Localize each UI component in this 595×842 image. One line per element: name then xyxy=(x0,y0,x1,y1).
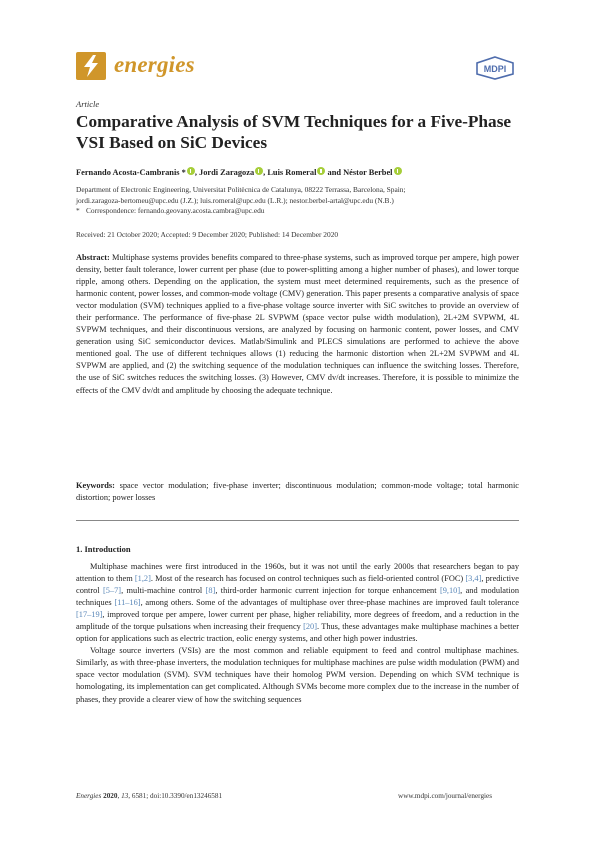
body-paragraph: Multiphase machines were first introduced in the 1960s, but it was not until the early 2000s that researchers began to pay attention to them [1,2]. Most of the research has focused on control techniques such as field-oriented control (FOC) [3,4], predictive control [5–7], multi-machine control [8], third-order harmonic current injection for torque enhancement [9,10], and modulation techniques [11–16], among others. Some of the advantages of multiphase over three-phase machines are improved fault tolerance [17–19], improved torque per ampere, lower current per phase, higher reliability, more degrees of freedom, and a reduction in the amplitude of the torque pulsations when increasing their frequency [20]. Thus, these advantages make multiphase machines a better option for applications such as electric traction, eolic energy systems, and other high power industries. xyxy=(76,562,519,644)
citation-link[interactable]: [3,4] xyxy=(465,574,482,584)
paper-title: Comparative Analysis of SVM Techniques for a Five-Phase VSI Based on SiC Devices xyxy=(76,112,512,152)
abstract-label: Abstract: xyxy=(76,253,110,262)
svg-text:MDPI: MDPI xyxy=(483,64,507,74)
citation-link[interactable]: [20] xyxy=(303,622,318,632)
body-paragraph: Voltage source inverters (VSIs) are the most common and reliable equipment to feed and control multiphase machines. Similarly, as with three-phase inverters, the modulation techniques for multiphase machines are pulse width modulation (PWM) and space vector modulation (SVM). SVM techniques have their homolog PWM version. Depending on which SVM technique is homologating, its implementation can get complicated. Although SVMs become more complex due to the increase in the number of phases, they provide a clearer view of how the switching sequences xyxy=(76,646,519,704)
abstract-text: Multiphase systems provides benefits compared to three-phase systems, such as improved torque per ampere, high power density, better fault tolerance, lower current per phase (due to power-splitting among a higher number of phases), and lower torque ripple, among others. Depending on the application, the system must meet determined requirements, such as the presence of harmonic content, power losses, and common-mode voltage (CMV) generation. This paper presents a comparative analysis of space vector modulation (SVM) techniques applied to a five-phase voltage source inverter with SiC switches to provide an overview of their performance. The performance of five-phase 2L SVPWM (space vector pulse width modulation), 2L+2M SVPWM, 4L SVPWM techniques, and their discontinuous versions, are analyzed by focusing on harmonic content, power losses, and CMV generation using SiC semiconductor devices. Matlab/Simulink and PLECS simulations are performed to achieve the above mentioned goal. The use of different techniques allows (1) reducing the harmonic distortion when 2L+2M SVPWM and 4L SVPWM are applied, and (2) the switching sequence of the modulation techniques can influence the switching losses. Therefore, the use of SiC switches reduces the switching losses. (3) However, CMV dv/dt increases. Therefore, it is possible to minimize the effects of the CMV dv/dt and amplitude by choosing the adequate technique. xyxy=(76,253,519,395)
author-name: Fernando Acosta-Cambranis * xyxy=(76,168,186,177)
correspondence-line[interactable] xyxy=(76,206,526,217)
citation-link[interactable]: [8] xyxy=(205,586,216,596)
keywords xyxy=(76,480,519,504)
footer-doi[interactable]: , 6581; doi:10.3390/en13246581 xyxy=(128,792,223,800)
affiliation-line: Department of Electronic Engineering, Universitat Politècnica de Catalunya, 08222 Terrassa, Barcelona, Spain; xyxy=(76,185,406,194)
orcid-icon[interactable] xyxy=(187,167,195,175)
orcid-icon[interactable] xyxy=(255,167,263,175)
keywords-text: space vector modulation; five-phase inverter; discontinuous modulation; common-mode voltage; total harmonic distortion; power losses xyxy=(76,481,520,503)
orcid-icon[interactable] xyxy=(394,167,402,175)
footer-citation: Energies 2020, 13, 6581; doi:10.3390/en13246581 xyxy=(76,792,223,800)
correspondence-text[interactable]: Correspondence: fernando.geovany.acosta.cambra@upc.edu xyxy=(86,206,265,216)
footer-journal: Energies xyxy=(76,792,102,800)
citation-link[interactable]: [17–19] xyxy=(76,610,103,620)
citation-link[interactable]: [11–16] xyxy=(114,598,141,608)
footer-volume: 13 xyxy=(121,792,129,800)
author-name: Néstor Berbel xyxy=(343,168,393,177)
section-divider xyxy=(76,520,519,521)
affiliations xyxy=(76,185,526,217)
author-name: Jordi Zaragoza xyxy=(199,168,255,177)
author-name: Luis Romeral xyxy=(267,168,317,177)
mdpi-logo-icon[interactable] xyxy=(474,56,516,80)
abstract xyxy=(76,252,519,397)
publication-dates: Received: 21 October 2020; Accepted: 9 December 2020; Published: 14 December 2020 xyxy=(76,230,339,239)
journal-name[interactable]: energies xyxy=(114,52,195,77)
introduction-body xyxy=(76,561,519,706)
journal-logo-icon xyxy=(76,52,106,80)
citation-link[interactable]: [5–7] xyxy=(103,586,122,596)
author-list: Fernando Acosta-Cambranis * , Jordi Zaragoza , Luis Romeral and Néstor Berbel xyxy=(76,167,516,177)
footer-year: 2020 xyxy=(103,792,118,800)
footer-url[interactable]: www.mdpi.com/journal/energies xyxy=(398,792,493,800)
orcid-icon[interactable] xyxy=(317,167,325,175)
citation-link[interactable]: [9,10] xyxy=(439,586,461,596)
keywords-label: Keywords: xyxy=(76,481,115,490)
correspondence-mark: * xyxy=(76,206,80,216)
affiliation-emails[interactable]: jordi.zaragoza-bertomeu@upc.edu (J.Z.); luis.romeral@upc.edu (L.R.); nestor.berbel-artal@upc.edu (N.B.) xyxy=(76,195,394,205)
section-heading: 1. Introduction xyxy=(76,544,131,554)
citation-link[interactable]: [1,2] xyxy=(134,574,151,584)
article-type: Article xyxy=(76,99,100,109)
